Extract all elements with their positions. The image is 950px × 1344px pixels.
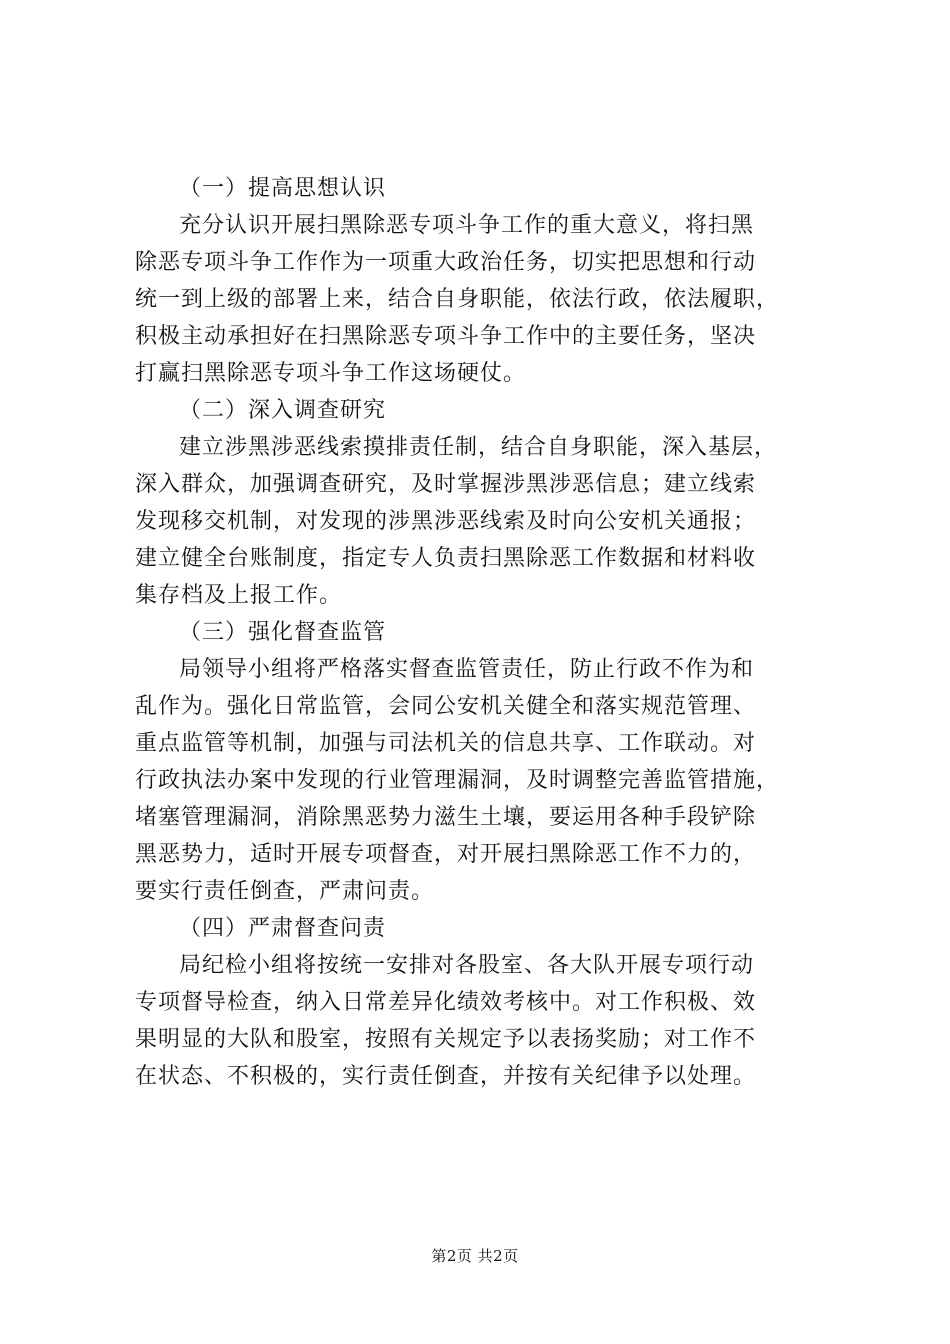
paragraph-line: 建立涉黑涉恶线索摸排责任制，结合自身职能，深入基层，: [179, 435, 778, 460]
section-4: [135, 910, 835, 1095]
paragraph-line: 乱作为。强化日常监管，会同公安机关健全和落实规范管理、: [135, 694, 757, 719]
paragraph-line: 堵塞管理漏洞，消除黑恶势力滋生土壤，要运用各种手段铲除: [135, 805, 757, 830]
section-1: [135, 170, 835, 392]
paragraph-line: 积极主动承担好在扫黑除恶专项斗争工作中的主要任务，坚决: [135, 324, 757, 349]
section-heading: （二）深入调查研究: [179, 398, 387, 423]
page-number-footer: 第2页 共2页: [431, 1247, 519, 1265]
paragraph-line: 要实行责任倒查，严肃问责。: [135, 879, 435, 904]
section-2: [135, 392, 835, 614]
paragraph-line: 果明显的大队和股室，按照有关规定予以表扬奖励；对工作不: [135, 1027, 757, 1052]
paragraph-line: 重点监管等机制，加强与司法机关的信息共享、工作联动。对: [135, 731, 757, 756]
section-heading: （一）提高思想认识: [179, 176, 387, 201]
paragraph-line: 深入群众，加强调查研究，及时掌握涉黑涉恶信息；建立线索: [135, 472, 757, 497]
paragraph-line: 统一到上级的部署上来，结合自身职能，依法行政，依法履职，: [135, 287, 780, 312]
section-heading: （三）强化督查监管: [179, 620, 387, 645]
paragraph-line: 发现移交机制，对发现的涉黑涉恶线索及时向公安机关通报；: [135, 509, 757, 534]
paragraph-line: 集存档及上报工作。: [135, 583, 343, 608]
section-3: [135, 614, 835, 910]
paragraph-line: 充分认识开展扫黑除恶专项斗争工作的重大意义，将扫黑: [179, 213, 755, 238]
paragraph-line: 建立健全台账制度，指定专人负责扫黑除恶工作数据和材料收: [135, 546, 757, 571]
paragraph-line: 行政执法办案中发现的行业管理漏洞，及时调整完善监管措施，: [135, 768, 780, 793]
paragraph-line: 在状态、不积极的，实行责任倒查，并按有关纪律予以处理。: [135, 1064, 757, 1089]
paragraph-line: 黑恶势力，适时开展专项督查，对开展扫黑除恶工作不力的，: [135, 842, 757, 867]
paragraph-line: 除恶专项斗争工作作为一项重大政治任务，切实把思想和行动: [135, 250, 757, 275]
section-heading: （四）严肃督查问责: [179, 916, 387, 941]
paragraph-line: 局纪检小组将按统一安排对各股室、各大队开展专项行动: [179, 953, 755, 978]
paragraph-line: 打赢扫黑除恶专项斗争工作这场硬仗。: [135, 361, 527, 386]
document-body: [135, 170, 835, 1095]
paragraph-line: 专项督导检查，纳入日常差异化绩效考核中。对工作积极、效: [135, 990, 757, 1015]
paragraph-line: 局领导小组将严格落实督查监管责任，防止行政不作为和: [179, 657, 755, 682]
